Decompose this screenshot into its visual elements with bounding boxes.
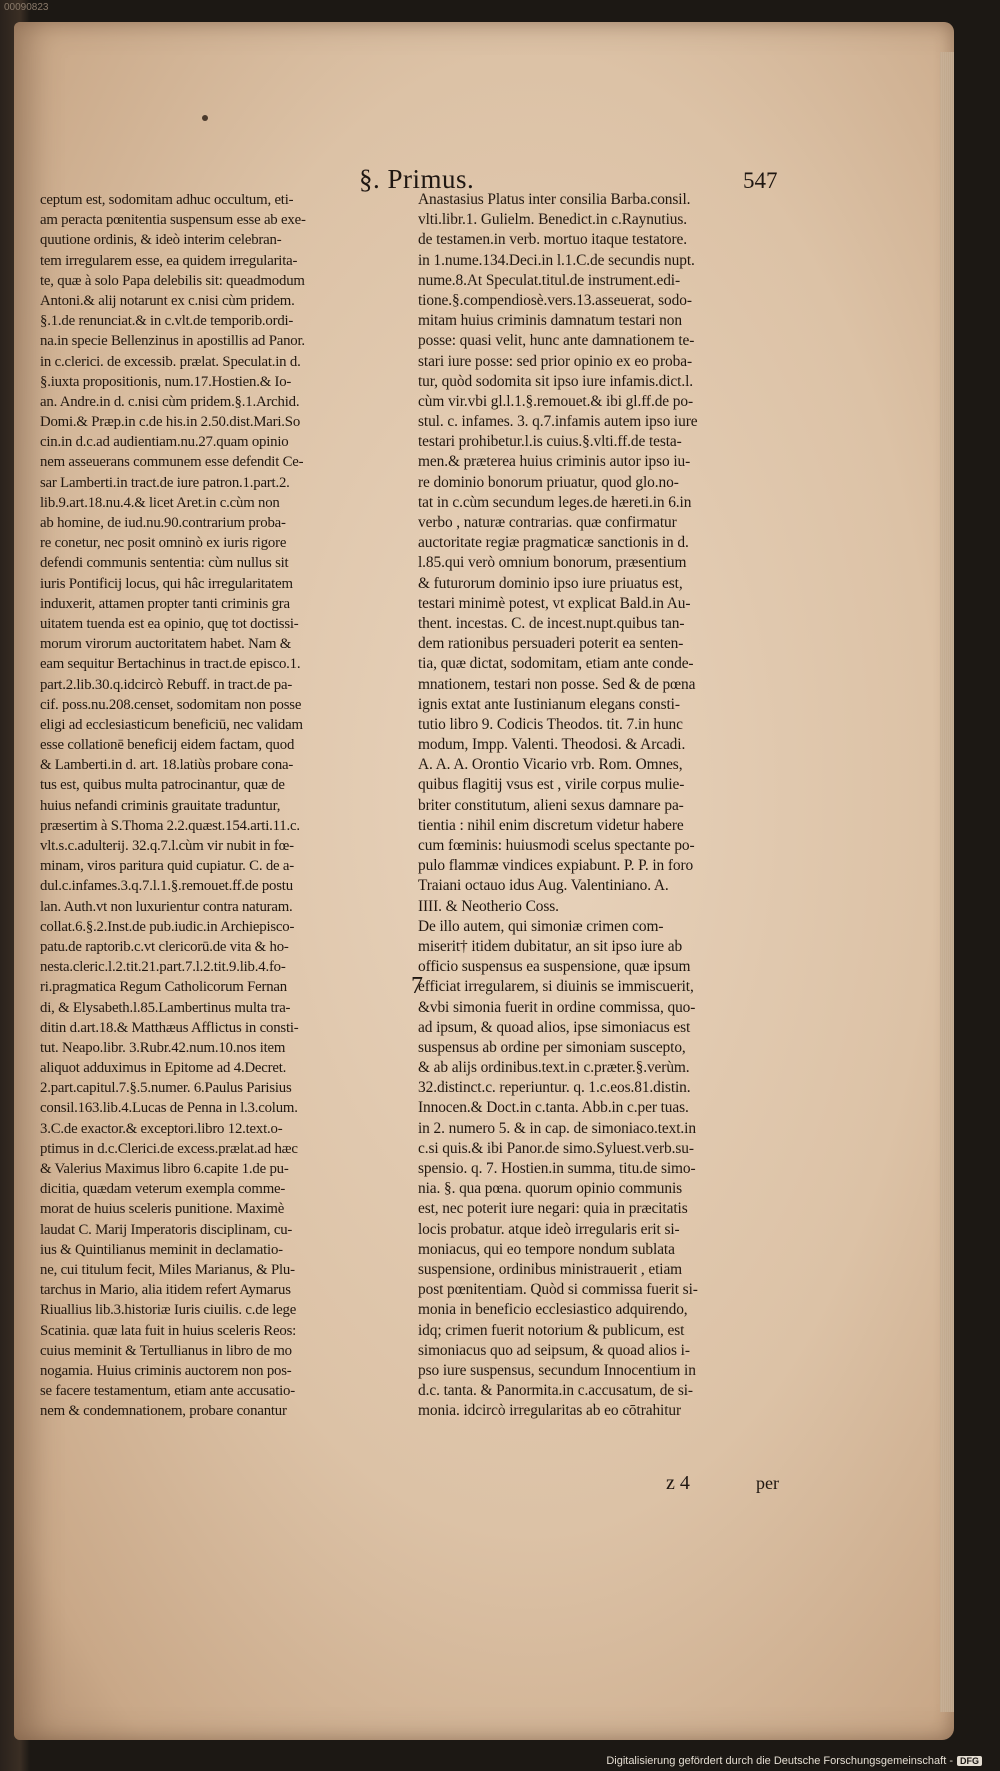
text-line: post pœnitentiam. Quòd si commissa fuerit si- (418, 1281, 698, 1299)
text-line: dul.c.infames.3.q.7.l.1.§.remouet.ff.de postu (40, 878, 293, 895)
text-line: esse collationē beneficij eidem factam, quod (40, 737, 295, 754)
text-line: Traiani octauo idus Aug. Valentiniano. A. (418, 877, 669, 895)
text-line: nogamia. Huius criminis auctorem non pos- (40, 1362, 292, 1379)
text-line: testari prohibetur.l.is cuius.§.vlti.ff.de testa- (418, 433, 682, 451)
text-line: IIII. & Neotherio Coss. (418, 897, 559, 915)
text-line: consil.163.lib.4.Lucas de Penna in l.3.colum. (40, 1100, 298, 1117)
right-text-column (418, 190, 848, 1421)
text-line: de testamen.in verb. mortuo itaque testatore. (418, 231, 688, 249)
text-line: verbo , naturæ contrarias. quæ confirmatur (418, 514, 677, 531)
text-line: &vbi simonia fuerit in ordine commissa, quo- (418, 998, 696, 1016)
text-line: eam sequitur Bertachinus in tract.de episco.1. (40, 656, 301, 673)
ink-spot (202, 115, 208, 121)
text-line: locis probatur. atque ideò irregularis erit si- (418, 1220, 680, 1238)
text-line: aliquot adduximus in Epitome ad 4.Decret. (40, 1060, 287, 1077)
text-line: efficiat irregularem, si diuinis se immiscuerit, (418, 978, 694, 996)
text-line: mnationem, testari non posse. Sed & de pœna (418, 675, 696, 693)
text-line: an. Andre.in d. c.nisi cùm pridem.§.1.Archid. (40, 393, 300, 410)
text-line: quibus flagitij vsus est , virile corpus mulie- (418, 776, 685, 794)
text-line: §.iuxta propositionis, num.17.Hostien.& Io- (40, 373, 292, 390)
text-line: spensio. q. 7. Hostien.in summa, titu.de simo- (418, 1160, 696, 1177)
text-line: in 2. numero 5. & in cap. de simoniaco.text.in (418, 1119, 696, 1137)
signature-mark: z 4 (666, 1472, 690, 1494)
text-line: uitatem tuenda est ea opinio, quę tot doctissi- (40, 615, 299, 632)
text-line: A. A. A. Orontio Vicario vrb. Rom. Omnes, (418, 756, 683, 774)
text-line: stul. c. infames. 3. q.7.infamis autem ipso iure (418, 413, 698, 431)
text-line: vlt.s.c.adulterij. 32.q.7.l.cùm vir nubit in fœ- (40, 838, 294, 854)
text-line: Antoni.& alij notarunt ex c.nisi cùm pridem. (40, 292, 295, 309)
text-line: Scatinia. quæ lata fuit in huius sceleris Reos: (40, 1322, 297, 1339)
text-line: cùm vir.vbi gl.l.1.§.remouet.& ibi gl.ff.de po- (418, 392, 693, 410)
text-line: ad ipsum, & quoad alios, ipse simoniacus est (418, 1018, 691, 1036)
text-line: laudat C. Marij Imperatoris disciplinam, cu- (40, 1221, 293, 1238)
text-line: nume.8.At Speculat.titul.de instrument.edi- (418, 271, 680, 289)
text-line: posse: quasi velit, hunc ante damnationem te- (418, 332, 695, 350)
text-line: 3.C.de exactor.& exceptori.libro 12.text.o- (40, 1120, 283, 1137)
text-line: se facere testamentum, etiam ante accusatio- (40, 1383, 295, 1400)
text-line: lan. Auth.vt non luxurientur contra naturam. (40, 898, 293, 915)
text-line: collat.6.§.2.Inst.de pub.iudic.in Archiepisco- (40, 918, 295, 935)
text-line: ne, cui titulum fecit, Miles Marianus, & Plu- (40, 1261, 295, 1278)
text-line: modum, Impp. Valenti. Theodosi. & Arcadi. (418, 736, 686, 754)
text-line: miserit† itidem dubitatur, an sit ipso iure ab (418, 937, 683, 955)
text-line: ignis extat ante Iustinianum elegans consti- (418, 695, 680, 713)
text-line: stari iure posse: sed prior opinio ex eo proba- (418, 352, 692, 370)
text-line: officio suspensus ea suspensione, quæ ipsum (418, 958, 691, 976)
text-line: Riuallius lib.3.historiæ Iuris ciuilis. c.de lege (40, 1302, 297, 1319)
text-line: re conetur, nec posit omninò ex iuris rigore (40, 535, 287, 552)
text-line: cin.in d.c.ad audientiam.nu.27.quam opinio (40, 434, 289, 451)
text-line: in c.clerici. de excessib. prælat. Speculat.in d. (40, 353, 301, 370)
text-line: cif. poss.nu.208.censet, sodomitam non posse (40, 696, 302, 713)
text-line: tione.§.compendiosè.vers.13.asseuerat, sodo- (418, 291, 692, 309)
left-text-column (40, 190, 410, 1421)
text-line: tus est, quibus multa patrocinantur, quæ de (40, 777, 285, 794)
text-line: cuius meminit & Tertullianus in libro de mo (40, 1342, 292, 1359)
text-line: & futurorum dominio ipso iure priuatus est, (418, 574, 683, 592)
text-line: nem asseuerans communem esse defendit Ce- (40, 454, 304, 471)
text-line: c.si quis.& ibi Panor.de simo.Syluest.verb.su- (418, 1139, 694, 1157)
text-line: testari minimè potest, vt explicat Bald.in Au- (418, 594, 691, 612)
text-line: iuris Pontificij locus, qui hâc irregularitatem (40, 575, 293, 592)
text-line: in 1.nume.134.Deci.in l.1.C.de secundis nupt. (418, 251, 695, 269)
text-line: morat de huius sceleris punitione. Maximè (40, 1201, 285, 1218)
text-line: quutione ordinis, & ideò interim celebran- (40, 232, 282, 249)
text-line: morum virorum auctoritatem habet. Nam & (40, 636, 292, 653)
text-line: tut. Neapo.libr. 3.Rubr.42.num.10.nos item (40, 1039, 286, 1056)
scan-id-stamp: 00090823 (4, 2, 49, 13)
section-title: §. Primus. (359, 164, 475, 194)
digitization-credit (606, 1755, 982, 1767)
text-line: briter constitutum, alieni sexus damnare pa- (418, 796, 684, 814)
text-line: mitam huius criminis damnatum testari non (418, 312, 682, 330)
text-line: præsertim à S.Thoma 2.2.quæst.154.arti.11.c. (40, 817, 300, 834)
text-line: vlti.libr.1. Gulielm. Benedict.in c.Raynutius. (418, 211, 687, 229)
text-line: ditin d.art.18.& Matthæus Afflictus in consti- (40, 1019, 299, 1036)
text-line: tia, quæ dictat, sodomitam, etiam ante conde- (418, 655, 694, 673)
text-line: part.2.lib.30.q.idcircò Rebuff. in tract.de pa- (40, 676, 293, 693)
text-line: idq; crimen fuerit notorium & publicum, est (418, 1321, 685, 1339)
text-line: auctoritate regiæ pragmaticæ sanctionis in d. (418, 534, 689, 552)
text-line: te, quæ à solo Papa delebilis sit: queadmodum (40, 272, 305, 289)
text-line: minam, viros paritura quid cupiatur. C. de a- (40, 858, 294, 875)
text-line: l.85.qui verò omnium bonorum, præsentium (418, 554, 687, 572)
text-line: pso iure suspensus, secundum Innocentium in (418, 1361, 696, 1379)
text-line: Anastasius Platus inter consilia Barba.consil. (418, 191, 691, 208)
text-line: suspensus ab ordine per simoniam suscepto, (418, 1038, 686, 1056)
text-line: & Lamberti.in d. art. 18.latiùs probare cona- (40, 757, 294, 774)
catchword: per (756, 1473, 779, 1493)
text-line: 32.distinct.c. reperiuntur. q. 1.c.eos.81.distin. (418, 1079, 691, 1097)
text-line: na.in specie Bellenzinus in apostillis ad Panor. (40, 333, 305, 350)
text-line: dicitia, quædam veterum exempla comme- (40, 1181, 286, 1198)
text-line: lib.9.art.18.nu.4.& licet Aret.in c.cùm non (40, 494, 280, 511)
text-line: men.& præterea huius criminis autor ipso iu- (418, 453, 691, 471)
text-line: suspensione, ordinibus ministrauerit , etiam (418, 1260, 683, 1278)
text-line: sar Lamberti.in tract.de iure patron.1.part.2. (40, 474, 290, 491)
text-line: defendi communis sententia: cùm nullus sit (40, 555, 289, 572)
dfg-logo: DFG (957, 1756, 982, 1766)
margin-note-number: 7 (411, 973, 423, 999)
text-line: ceptum est, sodomitam adhuc occultum, eti- (40, 192, 294, 208)
text-line: re dominio bonorum priuatur, quod glo.no- (418, 473, 679, 491)
text-line: pulo flammæ vindices expiabunt. P. P. in foro (418, 857, 694, 875)
text-line: tur, quòd sodomita sit ipso iure infamis.dict.l. (418, 372, 694, 390)
page-number: 547 (743, 168, 778, 193)
text-line: nem & condemnationem, probare conantur (40, 1403, 287, 1420)
book-page (14, 22, 954, 1740)
text-line: Domi.& Præp.in c.de his.in 2.50.dist.Mari.So (40, 414, 301, 431)
text-line: tem irregularem esse, ea quidem irregularita- (40, 252, 298, 269)
text-line: ri.pragmatica Regum Catholicorum Fernan (40, 979, 287, 996)
text-line: monia in beneficio ecclesiastico adquirendo, (418, 1301, 688, 1319)
text-line: am peracta pœnitentia suspensum esse ab exe- (40, 212, 306, 229)
text-line: 2.part.capitul.7.§.5.numer. 6.Paulus Parisius (40, 1080, 292, 1097)
text-line: tutio libro 9. Codicis Theodos. tit. 7.in hunc (418, 715, 683, 733)
text-line: & ab alijs ordinibus.text.in c.præter.§.verùm. (418, 1059, 690, 1077)
text-line: nia. §. qua pœna. quorum opinio communis (418, 1180, 683, 1198)
text-line: dem rationibus persuaderi poterit ea senten- (418, 635, 684, 653)
text-line: monia. idcircò irregularitas ab eo cōtrahitur (418, 1402, 682, 1420)
text-line: patu.de raptorib.c.vt clericorū.de vita & ho- (40, 938, 289, 955)
text-line: tat in c.cùm secundum leges.de hæreti.in 6.in (418, 493, 692, 511)
text-line: nesta.cleric.l.2.tit.21.part.7.l.2.tit.9.lib.4.fo- (40, 959, 286, 976)
text-line: ius & Quintilianus meminit in declamatio- (40, 1241, 283, 1258)
text-line: est, nec poterit iure negari: quia in præcitatis (418, 1200, 688, 1218)
text-line: De illo autem, qui simoniæ crimen com- (418, 917, 664, 935)
text-line: simoniacus quo ad seipsum, & quoad alios i- (418, 1341, 690, 1359)
text-line: tientia : nihil enim discretum videtur habere (418, 816, 684, 834)
credit-text: Digitalisierung gefördert durch die Deutsche Forschungsgemeinschaft - (606, 1755, 953, 1767)
text-line: & Valerius Maximus libro 6.capite 1.de pu- (40, 1161, 289, 1177)
text-line: ab homine, de iud.nu.90.contrarium proba- (40, 515, 286, 531)
text-line: §.1.de renunciat.& in c.vlt.de temporib.ordi- (40, 313, 294, 330)
text-line: induxerit, attamen propter tanti criminis gra (40, 595, 290, 612)
text-line: tarchus in Mario, alia itidem refert Aymarus (40, 1282, 291, 1299)
text-line: cum fœminis: huiusmodi scelus spectante po- (418, 837, 695, 854)
text-line: di, & Elysabeth.l.85.Lambertinus multa tra- (40, 999, 291, 1016)
page-edge (940, 52, 954, 1712)
text-line: eligi ad ecclesiasticum beneficiū, nec validam (40, 716, 303, 733)
text-line: d.c. tanta. & Panormita.in c.accusatum, de si- (418, 1382, 693, 1400)
text-line: huius nefandi criminis grauitate traduntur, (40, 797, 281, 814)
text-line: thent. incestas. C. de incest.nupt.quibus tan- (418, 614, 685, 632)
text-line: ptimus in d.c.Clerici.de excess.prælat.ad hæc (40, 1140, 298, 1157)
text-line: Innocen.& Doct.in c.tanta. Abb.in c.per tuas. (418, 1099, 689, 1117)
text-line: moniacus, qui eo tempore nondum sublata (418, 1240, 675, 1258)
